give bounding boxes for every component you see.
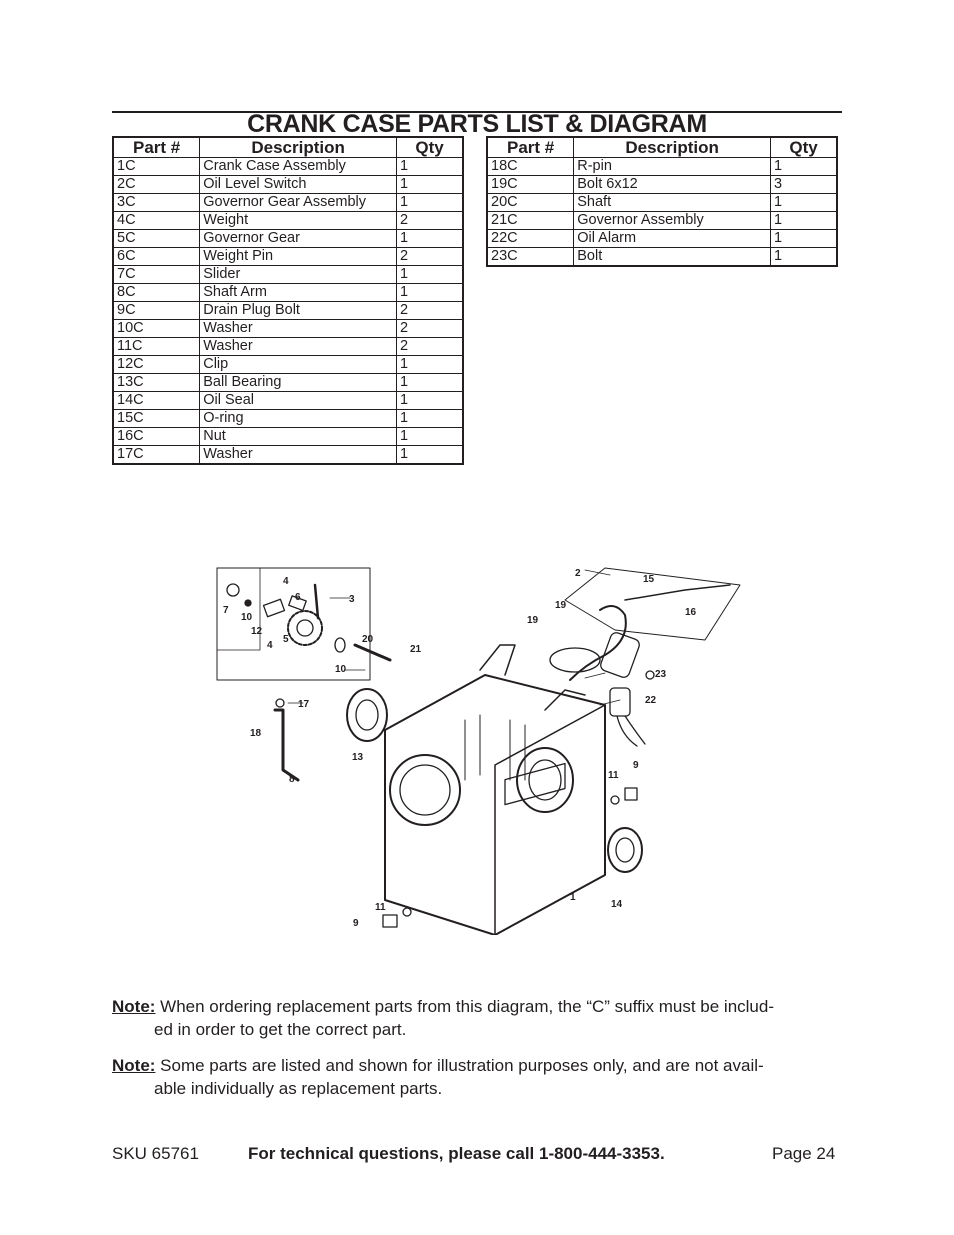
oil-alarm-wires xyxy=(617,716,645,746)
svg-text:13: 13 xyxy=(352,752,364,763)
table-row xyxy=(113,374,463,392)
part-cell: 16C xyxy=(113,428,200,446)
table-row xyxy=(113,230,463,248)
wire-lead xyxy=(625,585,730,600)
part-cell: 15C xyxy=(113,410,200,428)
footer-sku: SKU 65761 xyxy=(112,1144,199,1163)
footer-page: Page 24 xyxy=(772,1144,836,1163)
governor-gear-hub xyxy=(297,620,313,636)
header-description: Description xyxy=(574,137,771,158)
description-cell: Drain Plug Bolt xyxy=(200,302,397,320)
qty-cell: 1 xyxy=(397,230,463,248)
table-row xyxy=(113,338,463,356)
description-cell: Weight Pin xyxy=(200,248,397,266)
washer-part xyxy=(245,600,251,606)
leader-lines xyxy=(288,570,620,705)
description-cell: O-ring xyxy=(200,410,397,428)
description-cell: Weight xyxy=(200,212,397,230)
svg-text:11: 11 xyxy=(608,770,619,781)
qty-cell: 1 xyxy=(397,194,463,212)
note-label: Note: xyxy=(112,1056,156,1075)
washer-11-right xyxy=(611,796,619,804)
qty-cell: 1 xyxy=(397,284,463,302)
svg-text:10: 10 xyxy=(241,612,253,623)
qty-cell: 1 xyxy=(397,410,463,428)
qty-cell: 1 xyxy=(397,266,463,284)
table-header-row xyxy=(113,137,463,158)
svg-text:3: 3 xyxy=(349,594,355,605)
qty-cell: 1 xyxy=(771,212,837,230)
weight-part xyxy=(263,599,284,616)
crank-case-exploded-diagram xyxy=(205,560,750,935)
description-cell: Nut xyxy=(200,428,397,446)
svg-text:9: 9 xyxy=(353,918,359,929)
switch-housing xyxy=(550,648,600,672)
note-text-line2: able individually as replacement parts. xyxy=(154,1079,443,1098)
table-row xyxy=(113,410,463,428)
svg-text:15: 15 xyxy=(643,574,655,585)
svg-text:7: 7 xyxy=(223,605,229,616)
description-cell: Clip xyxy=(200,356,397,374)
parts-table-right xyxy=(486,136,838,267)
description-cell: Governor Gear xyxy=(200,230,397,248)
slider-part xyxy=(227,584,239,596)
table-row xyxy=(113,392,463,410)
part-cell: 20C xyxy=(487,194,574,212)
qty-cell: 1 xyxy=(771,230,837,248)
svg-text:21: 21 xyxy=(410,644,422,655)
qty-cell: 1 xyxy=(397,374,463,392)
qty-cell: 2 xyxy=(397,212,463,230)
description-cell: Oil Level Switch xyxy=(200,176,397,194)
qty-cell: 1 xyxy=(397,428,463,446)
ball-bearing-part xyxy=(347,689,387,741)
part-cell: 5C xyxy=(113,230,200,248)
part-cell: 9C xyxy=(113,302,200,320)
svg-text:1: 1 xyxy=(570,892,576,903)
part-cell: 3C xyxy=(113,194,200,212)
part-cell: 13C xyxy=(113,374,200,392)
table-row xyxy=(113,446,463,465)
part-cell: 14C xyxy=(113,392,200,410)
part-cell: 4C xyxy=(113,212,200,230)
note-text-line2: ed in order to get the correct part. xyxy=(154,1020,407,1039)
table-row xyxy=(113,320,463,338)
qty-cell: 2 xyxy=(397,320,463,338)
table-row xyxy=(487,230,837,248)
qty-cell: 1 xyxy=(771,158,837,176)
shaft-arm-part xyxy=(275,710,298,780)
qty-cell: 1 xyxy=(397,176,463,194)
description-cell: Crank Case Assembly xyxy=(200,158,397,176)
qty-cell: 1 xyxy=(771,248,837,267)
description-cell: Washer xyxy=(200,446,397,465)
shaft-part xyxy=(355,645,390,660)
drain-plug-left xyxy=(383,915,397,927)
svg-text:9: 9 xyxy=(633,760,639,771)
description-cell: Washer xyxy=(200,338,397,356)
table-header-row xyxy=(487,137,837,158)
svg-text:23: 23 xyxy=(655,669,667,680)
header-part: Part # xyxy=(487,137,574,158)
bolt-23-part xyxy=(646,671,654,679)
table-row xyxy=(113,266,463,284)
part-cell: 12C xyxy=(113,356,200,374)
svg-text:18: 18 xyxy=(250,728,262,739)
qty-cell: 2 xyxy=(397,338,463,356)
ball-bearing-inner xyxy=(356,700,378,730)
qty-cell: 2 xyxy=(397,302,463,320)
description-cell: Bolt 6x12 xyxy=(574,176,771,194)
svg-text:5: 5 xyxy=(283,634,289,645)
part-cell: 11C xyxy=(113,338,200,356)
oil-seal-inner xyxy=(616,838,634,862)
footer-phone: For technical questions, please call 1-800-444-3353. xyxy=(248,1144,665,1163)
part-cell: 10C xyxy=(113,320,200,338)
note-label: Note: xyxy=(112,997,156,1016)
svg-text:22: 22 xyxy=(645,695,657,706)
washer-11-left xyxy=(403,908,411,916)
description-cell: Shaft Arm xyxy=(200,284,397,302)
header-qty: Qty xyxy=(397,137,463,158)
oil-switch-wire xyxy=(570,606,626,680)
part-cell: 1C xyxy=(113,158,200,176)
washer-10-part xyxy=(335,638,345,652)
washer-17-part xyxy=(276,699,284,707)
drain-plug-right xyxy=(625,788,637,800)
note-ordering xyxy=(112,995,847,1041)
table-row xyxy=(113,248,463,266)
part-cell: 19C xyxy=(487,176,574,194)
part-cell: 7C xyxy=(113,266,200,284)
description-cell: R-pin xyxy=(574,158,771,176)
part-cell: 8C xyxy=(113,284,200,302)
svg-text:19: 19 xyxy=(527,615,539,626)
description-cell: Washer xyxy=(200,320,397,338)
part-cell: 18C xyxy=(487,158,574,176)
table-row xyxy=(113,302,463,320)
description-cell: Bolt xyxy=(574,248,771,267)
qty-cell: 1 xyxy=(397,158,463,176)
part-cell: 6C xyxy=(113,248,200,266)
oil-seal-part xyxy=(608,828,642,872)
header-part: Part # xyxy=(113,137,200,158)
table-row xyxy=(113,284,463,302)
part-cell: 22C xyxy=(487,230,574,248)
table-row xyxy=(113,176,463,194)
cylinder-bore-inner xyxy=(400,765,450,815)
header-description: Description xyxy=(200,137,397,158)
qty-cell: 1 xyxy=(397,392,463,410)
base-window xyxy=(505,764,565,805)
parts-table-left xyxy=(112,136,464,465)
header-qty: Qty xyxy=(771,137,837,158)
note-text-line1: Some parts are listed and shown for illustration purposes only, and are not avail- xyxy=(155,1056,764,1075)
svg-text:11: 11 xyxy=(375,902,386,913)
svg-text:16: 16 xyxy=(685,607,697,618)
description-cell: Slider xyxy=(200,266,397,284)
table-row xyxy=(113,428,463,446)
governor-group-box xyxy=(217,568,370,680)
qty-cell: 1 xyxy=(397,446,463,465)
part-cell: 17C xyxy=(113,446,200,465)
svg-text:12: 12 xyxy=(251,626,263,637)
svg-text:2: 2 xyxy=(575,568,581,579)
table-row xyxy=(113,356,463,374)
part-cell: 21C xyxy=(487,212,574,230)
svg-text:14: 14 xyxy=(611,899,623,910)
table-row xyxy=(487,212,837,230)
table-row xyxy=(113,158,463,176)
part-cell: 23C xyxy=(487,248,574,267)
svg-text:19: 19 xyxy=(555,600,567,611)
weight-pin-part xyxy=(315,585,318,618)
table-row xyxy=(487,176,837,194)
description-cell: Ball Bearing xyxy=(200,374,397,392)
description-cell: Governor Assembly xyxy=(574,212,771,230)
table-row xyxy=(487,248,837,267)
svg-text:4: 4 xyxy=(283,576,289,587)
svg-text:10: 10 xyxy=(335,664,347,675)
note-text-line1: When ordering replacement parts from this diagram, the “C” suffix must be includ- xyxy=(155,997,775,1016)
table-row xyxy=(113,194,463,212)
svg-text:20: 20 xyxy=(362,634,374,645)
qty-cell: 2 xyxy=(397,248,463,266)
table-row xyxy=(487,158,837,176)
svg-text:8: 8 xyxy=(289,774,295,785)
description-cell: Governor Gear Assembly xyxy=(200,194,397,212)
table-row xyxy=(113,212,463,230)
svg-text:17: 17 xyxy=(298,699,310,710)
note-illustration xyxy=(112,1054,847,1100)
svg-text:4: 4 xyxy=(267,640,273,651)
part-cell: 2C xyxy=(113,176,200,194)
page-title: CRANK CASE PARTS LIST & DIAGRAM xyxy=(247,110,707,138)
description-cell: Shaft xyxy=(574,194,771,212)
qty-cell: 3 xyxy=(771,176,837,194)
table-row xyxy=(487,194,837,212)
description-cell: Oil Seal xyxy=(200,392,397,410)
svg-text:6: 6 xyxy=(295,592,301,603)
qty-cell: 1 xyxy=(397,356,463,374)
description-cell: Oil Alarm xyxy=(574,230,771,248)
qty-cell: 1 xyxy=(771,194,837,212)
